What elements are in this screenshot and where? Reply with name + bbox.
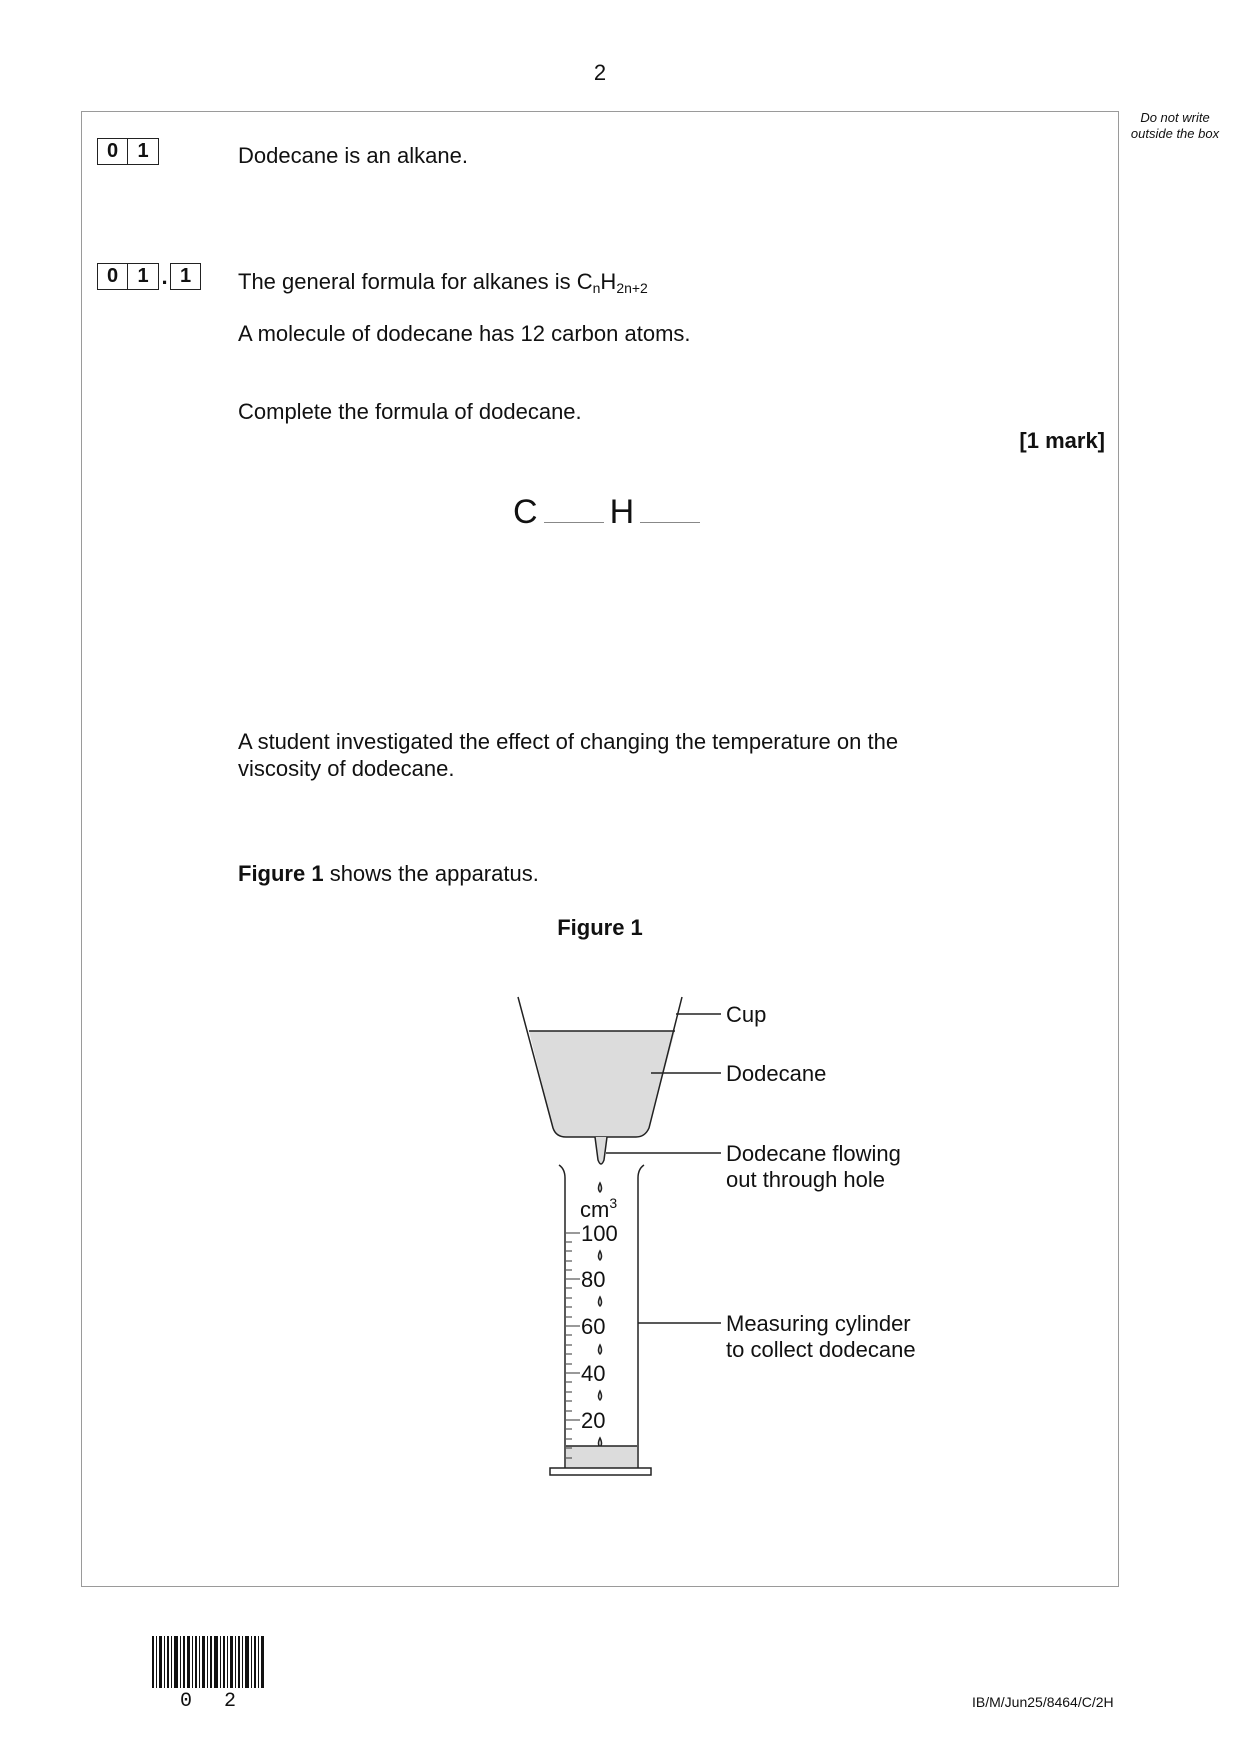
drop bbox=[599, 1391, 602, 1400]
label-dodecane: Dodecane bbox=[726, 1061, 827, 1086]
formula-h: H bbox=[600, 269, 617, 294]
answer-h: H bbox=[609, 493, 635, 531]
barcode-number: 0 2 bbox=[180, 1690, 247, 1713]
investigation-line-2: viscosity of dodecane. bbox=[238, 756, 455, 781]
carbon-atoms-line: A molecule of dodecane has 12 carbon atoms. bbox=[238, 321, 691, 346]
scale-tick-label: 100 bbox=[581, 1221, 618, 1246]
formula-prefix: The general formula for alkanes is C bbox=[238, 269, 593, 294]
drop bbox=[599, 1183, 602, 1192]
instruction-line: Complete the formula of dodecane. bbox=[238, 399, 582, 424]
formula-subscript-n: n bbox=[592, 280, 601, 296]
question-intro: Dodecane is an alkane. bbox=[238, 143, 468, 168]
figure-reference-bold: Figure 1 bbox=[238, 861, 324, 886]
formula-subscript-2n2: 2n+2 bbox=[616, 280, 648, 296]
part-digit: 1 bbox=[170, 263, 201, 290]
drop bbox=[599, 1345, 602, 1354]
part-digit: 0 bbox=[97, 263, 128, 290]
scale-unit: $cm^3$ bbox=[580, 1195, 618, 1222]
investigation-line-1: A student investigated the effect of changing the temperature on the bbox=[238, 729, 899, 754]
drop bbox=[599, 1251, 602, 1260]
scale-tick-label: 20 bbox=[581, 1408, 606, 1433]
part-digit: 1 bbox=[128, 263, 159, 290]
figure-reference-rest: shows the apparatus. bbox=[323, 861, 539, 886]
label-flowing-2: out through hole bbox=[726, 1167, 886, 1192]
collected-dodecane bbox=[566, 1446, 637, 1468]
label-cylinder-1: Measuring cylinder bbox=[726, 1311, 911, 1336]
page-number: 2 bbox=[593, 60, 607, 85]
answer-c: C bbox=[513, 493, 538, 531]
label-flowing-1: Dodecane flowing bbox=[726, 1141, 901, 1166]
margin-note: Do not write outside the box bbox=[1130, 110, 1220, 141]
question-digit: 0 bbox=[97, 138, 128, 165]
scale-tick-label: 40 bbox=[581, 1361, 606, 1386]
scale-tick-label: 60 bbox=[581, 1314, 606, 1339]
label-cylinder-2: to collect dodecane bbox=[726, 1337, 916, 1362]
question-digit: 1 bbox=[128, 138, 159, 165]
drop bbox=[599, 1297, 602, 1306]
label-cup: Cup bbox=[726, 1002, 767, 1027]
paper-reference: IB/M/Jun25/8464/C/2H bbox=[972, 1694, 1114, 1710]
part-dot: . bbox=[161, 263, 168, 289]
cup-hole-spout bbox=[595, 1137, 607, 1164]
scale-tick-label: 80 bbox=[581, 1267, 606, 1292]
cylinder-base bbox=[550, 1468, 651, 1475]
figure-title: Figure 1 bbox=[557, 915, 643, 940]
barcode bbox=[152, 1636, 264, 1688]
marks-label: [1 mark] bbox=[1019, 428, 1105, 453]
